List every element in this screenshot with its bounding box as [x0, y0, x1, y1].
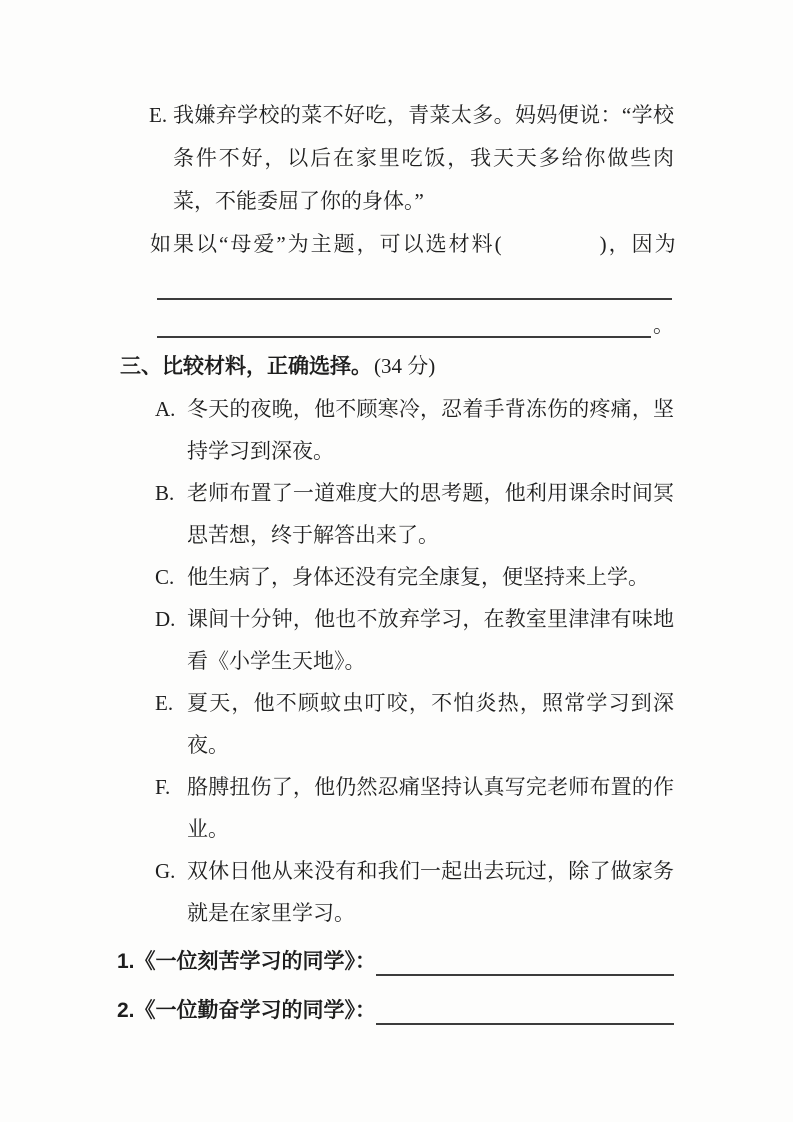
answer-title-text: 《一位勤奋学习的同学》：: [134, 999, 377, 1022]
item-label: F.: [155, 775, 171, 799]
answer-number: 2.: [117, 999, 135, 1022]
material-item-c: [120, 556, 674, 598]
question-text-after: )，因为: [599, 232, 678, 256]
material-item-e: [120, 682, 674, 766]
item-text: 我嫌弃学校的菜不好吃，青菜太多。妈妈便说：“学校条件不好，以后在家里吃饭，我天天多给你做些肉菜，不能委屈了你的身体。”: [173, 103, 674, 213]
item-text: 冬天的夜晚，他不顾寒冷，忍着手背冻伤的疼痛，坚持学习到深夜。: [187, 397, 674, 463]
answer-row-1: [117, 940, 674, 983]
item-label: D.: [155, 607, 176, 631]
material-item-g: [120, 850, 674, 934]
material-item-b: [120, 472, 674, 556]
question-prompt: [150, 223, 678, 266]
material-item-f: [120, 766, 674, 850]
item-label: E.: [149, 103, 168, 127]
material-item-d: [120, 598, 674, 682]
material-item-a: [120, 388, 674, 472]
material-list: [120, 388, 674, 934]
answer-title: [117, 940, 376, 983]
item-text: 双休日他从来没有和我们一起出去玩过，除了做家务就是在家里学习。: [187, 859, 674, 925]
item-label: C.: [155, 565, 175, 589]
sentence-end-period: 。: [653, 313, 674, 337]
item-label: E.: [155, 691, 174, 715]
answer-blank-line-2: [157, 314, 651, 338]
section-heading: [120, 345, 674, 388]
answer-number: 1.: [117, 950, 135, 973]
question-text-before: 如果以“母爱”为主题，可以选材料(: [150, 232, 504, 256]
page-content: [117, 94, 678, 1032]
answer-underline-1: [376, 973, 674, 976]
item-label: B.: [155, 481, 175, 505]
item-text: 他生病了，身体还没有完全康复，便坚持来上学。: [187, 565, 649, 589]
answer-blank-line-2-row: [157, 312, 674, 338]
section-score: (34 分): [374, 354, 436, 378]
item-label: G.: [155, 859, 176, 883]
item-text: 胳膊扭伤了，他仍然忍痛坚持认真写完老师布置的作业。: [187, 775, 674, 841]
item-text: 夏天，他不顾蚊虫叮咬，不怕炎热，照常学习到深夜。: [187, 691, 674, 757]
answer-blank-line-1: [157, 276, 672, 300]
item-text: 老师布置了一道难度大的思考题，他利用课余时间冥思苦想，终于解答出来了。: [187, 481, 674, 547]
answer-title: [117, 989, 376, 1032]
answer-underline-2: [376, 1022, 674, 1025]
answer-title-text: 《一位刻苦学习的同学》：: [134, 950, 377, 973]
section-number: 三、: [120, 355, 162, 378]
item-label: A.: [155, 397, 176, 421]
material-item-e-prev: [120, 94, 674, 223]
item-text: 课间十分钟，他也不放弃学习，在教室里津津有味地看《小学生天地》。: [187, 607, 674, 673]
section-title: 比较材料，正确选择。: [162, 355, 372, 378]
answer-row-2: [117, 989, 674, 1032]
